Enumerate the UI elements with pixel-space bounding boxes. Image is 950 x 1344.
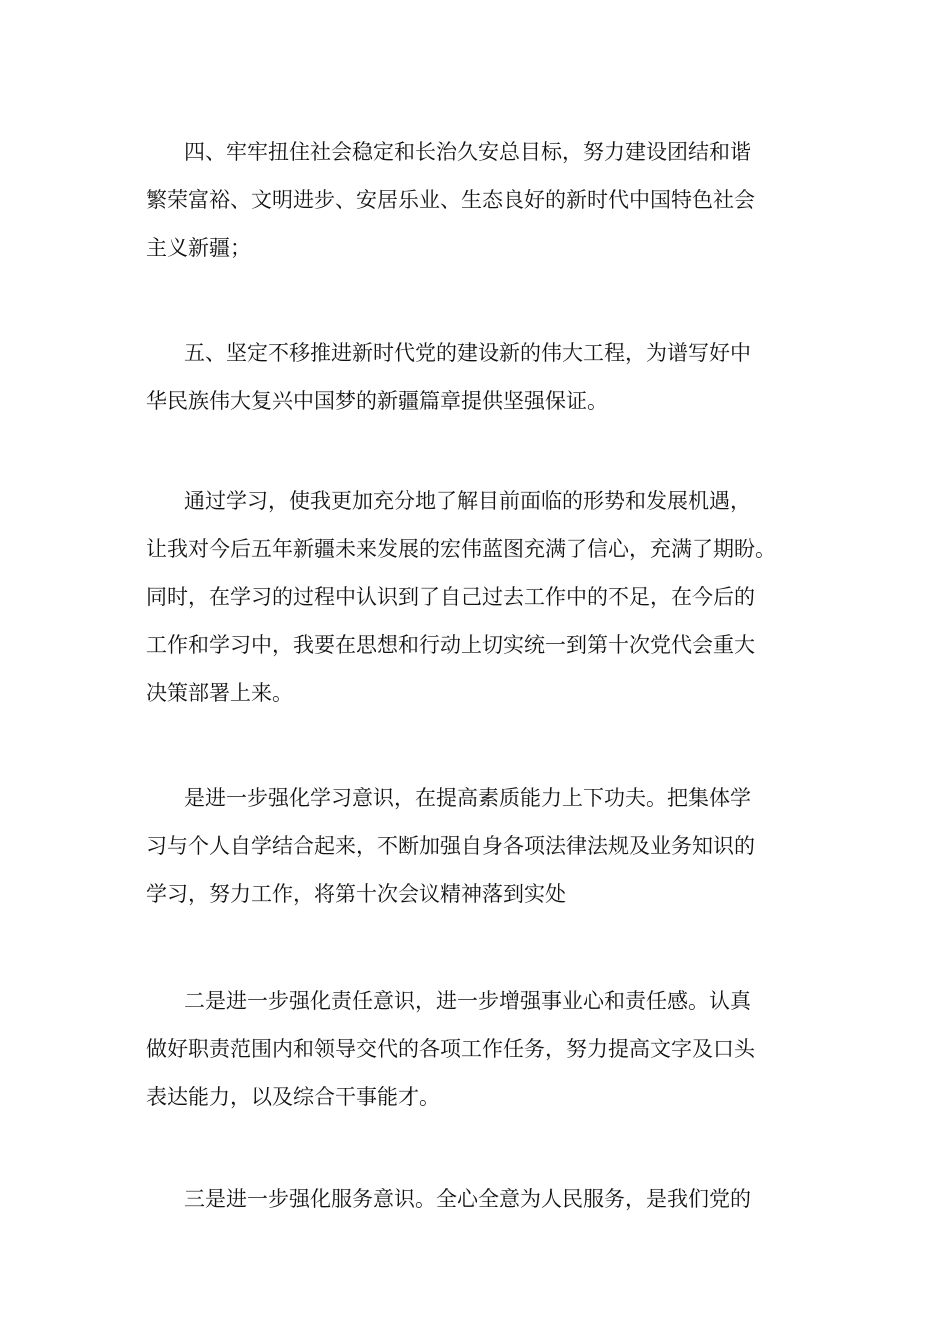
text-line: 华民族伟大复兴中国梦的新疆篇章提供坚强保证。	[146, 389, 608, 413]
paragraph-4	[146, 128, 826, 272]
paragraph-study	[146, 477, 826, 717]
paragraph-service	[146, 1175, 826, 1223]
text-line: 繁荣富裕、文明进步、安居乐业、生态良好的新时代中国特色社会	[146, 188, 755, 212]
text-line: 同时，在学习的过程中认识到了自己过去工作中的不足，在今后的	[146, 585, 755, 609]
paragraph-responsibility	[146, 977, 826, 1121]
paragraph-5	[146, 329, 826, 425]
text-line: 决策部署上来。	[146, 681, 293, 705]
text-line: 二是进一步强化责任意识，进一步增强事业心和责任感。认真	[184, 989, 751, 1013]
text-line: 是进一步强化学习意识，在提高素质能力上下功夫。把集体学	[184, 786, 751, 810]
text-line: 五、坚定不移推进新时代党的建设新的伟大工程，为谱写好中	[184, 341, 751, 365]
text-line: 工作和学习中，我要在思想和行动上切实统一到第十次党代会重大	[146, 633, 755, 657]
text-line: 三是进一步强化服务意识。全心全意为人民服务，是我们党的	[184, 1187, 751, 1211]
text-line: 四、牢牢扭住社会稳定和长治久安总目标，努力建设团结和谐	[184, 140, 751, 164]
text-line: 做好职责范围内和领导交代的各项工作任务，努力提高文字及口头	[146, 1037, 755, 1061]
text-line: 学习，努力工作，将第十次会议精神落到实处	[146, 882, 566, 906]
text-line: 习与个人自学结合起来，不断加强自身各项法律法规及业务知识的	[146, 834, 755, 858]
text-line: 通过学习，使我更加充分地了解目前面临的形势和发展机遇，	[184, 489, 751, 513]
text-line: 让我对今后五年新疆未来发展的宏伟蓝图充满了信心，充满了期盼。	[146, 537, 776, 561]
paragraph-learning-awareness	[146, 774, 826, 918]
text-line: 主义新疆；	[146, 236, 251, 260]
text-line: 表达能力，以及综合干事能才。	[146, 1085, 440, 1109]
